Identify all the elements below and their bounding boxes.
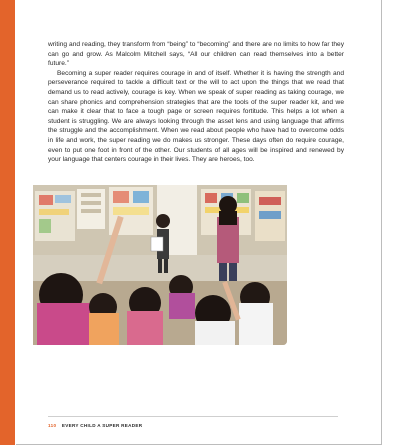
classroom-photo-illustration bbox=[33, 185, 287, 345]
footer-rule bbox=[48, 416, 338, 417]
page-number: 110 bbox=[48, 423, 57, 428]
body-text bbox=[48, 40, 344, 165]
page-footer bbox=[48, 423, 338, 428]
classroom-photo bbox=[33, 185, 287, 345]
accent-bar bbox=[0, 0, 15, 445]
paragraph-2: Becoming a super reader requires courage in and of itself. Whether it is having the strength and perseverance required to tackle a difficult text or the will to act upon the things that we read that demand us to read actively, courage is key. When we speak of super reading as taking courage, we can share phonics and comprehension strategies that are the tools of the super reader kit, and we can make it clear that to face a tough page or screen requires fortitude. This helps a lot when a student is struggling. We are always looking through the asset lens and using language that affirms the struggle and the accomplishment. When we read about people who have had to overcome odds in life and work, the super reading we do makes us stronger. These days often do require courage, even to put one foot in front of the other. Our students of all ages will be inspired and renewed by your language that centers courage in their lives. They are heroes, too. bbox=[48, 69, 344, 164]
running-title: EVERY CHILD A SUPER READER bbox=[61, 423, 143, 428]
paragraph-1: writing and reading, they transform from “being” to “becoming” and there are no limits to how far they can go and grow. As Malcolm Mitchell says, “All our children can read themselves into a better future.” bbox=[48, 41, 344, 68]
